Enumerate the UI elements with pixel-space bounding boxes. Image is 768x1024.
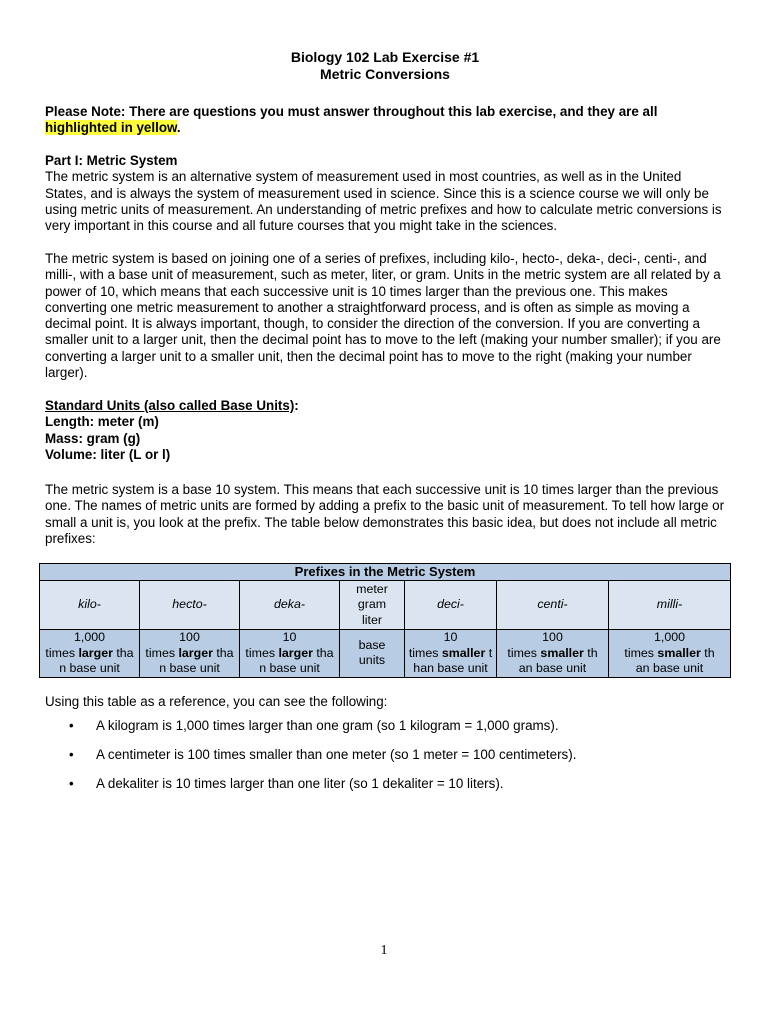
value-text: tha (212, 645, 234, 660)
value-text: times (624, 645, 658, 660)
prefix-milli: milli- (609, 581, 731, 630)
list-item (45, 769, 725, 798)
value-text: n base unit (59, 661, 120, 675)
value-text: times (145, 645, 179, 660)
standard-units (45, 398, 725, 463)
value-text: tha (112, 645, 134, 660)
value-bold: larger (278, 645, 313, 660)
value-text: times (507, 645, 541, 660)
standard-units-heading: Standard Units (also called Base Units) (45, 398, 295, 413)
base-gram: gram (357, 597, 387, 612)
volume-unit: Volume: liter (L or l) (45, 446, 171, 462)
value-text: t (485, 645, 493, 660)
value-number: 10 (282, 630, 297, 644)
value-text: base (358, 637, 386, 652)
value-text: n base unit (259, 661, 320, 675)
value-milli (609, 630, 731, 678)
value-kilo (40, 630, 140, 678)
please-note (45, 104, 725, 137)
value-bold: smaller (540, 645, 584, 660)
prefix-value-row (40, 630, 731, 678)
value-number: 100 (179, 630, 200, 644)
value-text: an base unit (518, 661, 587, 675)
value-text: times (45, 645, 79, 660)
length-unit: Length: meter (m) (45, 414, 159, 430)
value-number: 1,000 (653, 630, 685, 644)
document-title (45, 49, 725, 83)
list-item (45, 711, 725, 740)
list-item (45, 740, 725, 769)
value-number: 10 (443, 630, 458, 644)
value-text: times (408, 645, 442, 660)
value-number: 100 (542, 630, 563, 644)
value-bold: smaller (441, 645, 486, 660)
prefix-kilo: kilo- (40, 581, 140, 630)
title-line-1: Biology 102 Lab Exercise #1 (290, 49, 480, 65)
value-number: 1,000 (73, 630, 105, 644)
title-line-2: Metric Conversions (320, 66, 450, 82)
value-text: times (245, 645, 279, 660)
note-end: . (176, 120, 181, 136)
value-text: han base unit (413, 661, 488, 675)
base-meter: meter (356, 581, 388, 596)
part1-heading: Part I: Metric System (45, 153, 178, 168)
value-text: an base unit (635, 661, 704, 675)
prefix-name-row (40, 581, 731, 630)
value-centi (497, 630, 609, 678)
standard-units-colon: : (294, 398, 299, 413)
prefix-deci: deci- (405, 581, 497, 630)
value-text: n base unit (159, 661, 220, 675)
value-bold: larger (78, 645, 113, 660)
mass-unit: Mass: gram (g) (45, 430, 141, 446)
prefix-centi: centi- (497, 581, 609, 630)
prefix-hecto: hecto- (140, 581, 240, 630)
part1-section (45, 153, 725, 234)
bullet-icon: • (69, 776, 74, 791)
value-bold: larger (178, 645, 213, 660)
example-text: A kilogram is 1,000 times larger than one gram (so 1 kilogram = 1,000 grams). (96, 718, 559, 733)
part1-paragraph-2: The metric system is based on joining one of a series of prefixes, including kilo-, hecto-, deka-, deci-, centi-, and milli-, with a base unit of measurement, such as meter, liter, or gram. Units in the metric system are all related by a power of 10, which means that each successive unit is 10 times larger than the previous one. This makes converting one metric measurement to another a straightforward process, and is often as simple as moving a decimal point. It is always important, though, to consider the direction of the conversion. If you are converting a smaller unit to a larger unit, then the decimal point has to move to the left (making your number smaller); if you are converting a larger unit to a smaller unit, then the decimal point has to move to the right (making your number larger). (45, 251, 721, 381)
base-10-paragraph: The metric system is a base 10 system. This means that each successive unit is 10 times larger than the previous one. The names of metric units are formed by adding a prefix to the basic unit of measurement. To tell how large or small a unit is, you look at the prefix. The table below demonstrates this basic idea, but does not include all metric prefixes: (45, 482, 725, 546)
prefix-table-caption: Prefixes in the Metric System (40, 564, 731, 581)
example-text: A dekaliter is 10 times larger than one liter (so 1 dekaliter = 10 liters). (96, 776, 504, 791)
example-list (45, 711, 725, 798)
example-text: A centimeter is 100 times smaller than one meter (so 1 meter = 100 centimeters). (96, 747, 577, 762)
part1-paragraph-1: The metric system is an alternative system of measurement used in most countries, as well as in the United States, and is always the system of measurement used in science. Since this is a science course we will only be using metric units of measurement. An understanding of metric prefixes and how to calculate metric conversions is very important in this course and all future courses that you might take in the sciences. (45, 169, 722, 234)
page-number: 1 (380, 943, 388, 958)
value-hecto (140, 630, 240, 678)
value-base (340, 630, 405, 678)
bullet-icon: • (69, 747, 74, 762)
note-highlight: highlighted in yellow (45, 120, 177, 136)
using-table-text: Using this table as a reference, you can see the following: (45, 694, 388, 709)
value-text: th (583, 645, 598, 660)
value-text: units (358, 653, 386, 668)
prefix-base-units (340, 581, 405, 630)
bullet-icon: • (69, 718, 74, 733)
note-text: Please Note: There are questions you must answer throughout this lab exercise, and they are all (45, 104, 658, 119)
value-deci (405, 630, 497, 678)
prefix-table (39, 563, 731, 678)
value-deka (240, 630, 340, 678)
base-liter: liter (362, 612, 382, 627)
value-text: tha (312, 645, 334, 660)
prefix-deka: deka- (240, 581, 340, 630)
value-text: th (700, 645, 715, 660)
value-bold: smaller (657, 645, 701, 660)
